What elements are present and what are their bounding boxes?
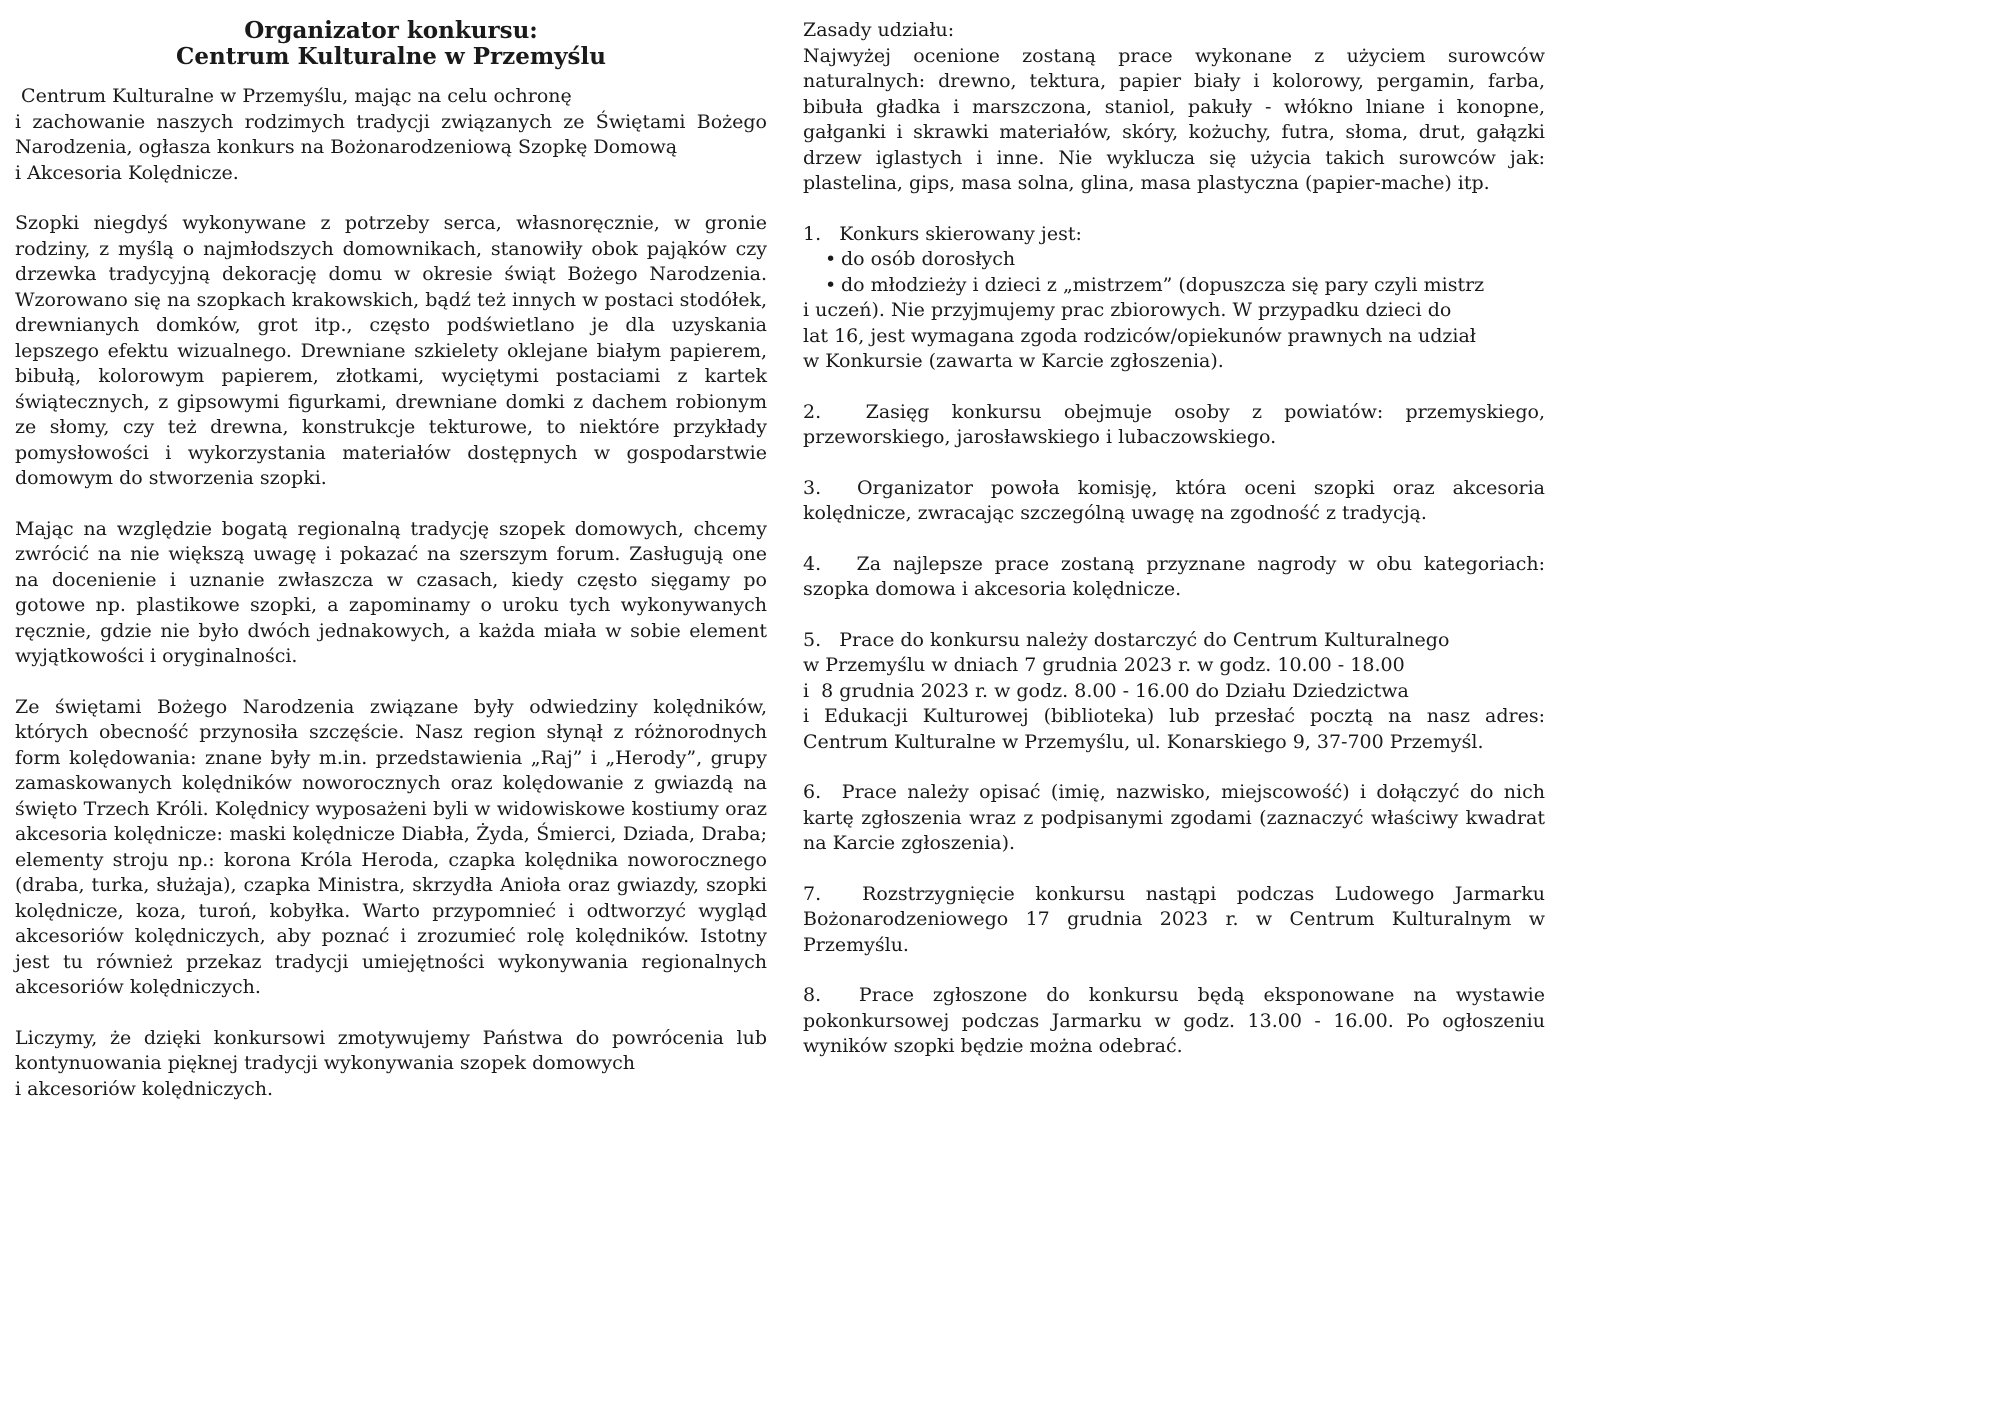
rule-item-1-heading: 1. Konkurs skierowany jest: (803, 222, 1082, 245)
rules-heading: Zasady udziału: (803, 19, 955, 41)
rule-item-1-line-3: i uczeń). Nie przyjmujemy prac zbiorowych. W przypadku dzieci do (803, 299, 1452, 321)
page-title (15, 18, 767, 70)
rule-item-2: 2. Zasięg konkursu obejmuje osoby z powiatów: przemyskiego, przeworskiego, jarosławskiego i lubaczowskiego. (803, 400, 1552, 448)
closing-line-1: Liczymy, że dzięki konkursowi zmotywujemy Państwa do powrócenia lub (15, 1026, 767, 1049)
intro-line-1: Centrum Kulturalne w Przemyślu, mając na celu ochronę (15, 85, 572, 107)
rules-text: Najwyżej ocenione zostaną prace wykonane z użyciem surowców naturalnych: drewno, tektura, papier biały i kolorowy, pergamin, farba, bibuła gładka i marszczona, staniol, pakuły - włókno lniane i konopne, gałganki i skrawki materiałów, skóry, kożuchy, futra, słoma, drut, gałązki drzew iglastych i inne. Nie wyklucza się użycia takich surowców jak: plastelina, gips, masa solna, glina, masa plastyczna (papier-mache) itp. (803, 44, 1545, 194)
closing-line-2: kontynuowania pięknej tradycji wykonywania szopek domowych (15, 1052, 636, 1074)
rule-item-5 (803, 628, 1545, 756)
rule-item-7: 7. Rozstrzygnięcie konkursu nastąpi podczas Ludowego Jarmarku Bożonarodzeniowego 17 grudnia 2023 r. w Centrum Kulturalnym w Przemyślu. (803, 882, 1552, 956)
rule-item-5-line-2: w Przemyślu w dniach 7 grudnia 2023 r. w godz. 10.00 - 18.00 (803, 654, 1405, 676)
rule-item-6: 6. Prace należy opisać (imię, nazwisko, miejscowość) i dołączyć do nich kartę zgłoszenia wraz z podpisanymi zgodami (zaznaczyć właściwy kwadrat na Karcie zgłoszenia). (803, 781, 1552, 854)
regional-tradition-paragraph: Mając na względzie bogatą regionalną tradycję szopek domowych, chcemy zwrócić na nie większą uwagę i pokazać na szerszym forum. Zasługują one na docenienie i uznanie zwłaszcza w czasach, kiedy często sięgamy po gotowe np. plastikowe szopki, a zapominamy o uroku tych wykonywanych ręcznie, gdzie nie było dwóch jednakowych, a każda miała w sobie element wyjątkowości i oryginalności. (15, 517, 767, 667)
right-column (803, 18, 1552, 1085)
rule-item-5-line-3: i 8 grudnia 2023 r. w godz. 8.00 - 16.00 do Działu Dziedzictwa (803, 679, 1409, 702)
bullet-adults: • do osób dorosłych (825, 247, 1545, 273)
rules-section (803, 18, 1545, 197)
closing-paragraph (15, 1026, 767, 1103)
koledniki-paragraph: Ze świętami Bożego Narodzenia związane były odwiedziny kolędników, których obecność przynosiła szczęście. Nasz region słynął z różnorodnych form kolędowania: znane były m.in. przedstawienia „Raj” i „Herody”, grupy zamaskowanych kolędników noworocznych oraz kolędowanie z gwiazdą na święto Trzech Króli. Kolędnicy wyposażeni byli w widowiskowe kostiumy oraz akcesoria kolędnicze: maski kolędnicze Diabła, Żyda, Śmierci, Dziada, Draba; elementy stroju np.: korona Króla Heroda, czapka kolędnika noworocznego (draba, turka, służaja), czapka Ministra, skrzydła Anioła oraz gwiazdy, szopki kolędnicze, koza, turoń, kobyłka. Warto przypomnieć i odtworzyć wygląd akcesoriów kolędniczych, aby poznać i zrozumieć rolę kolędników. Istotny jest tu również przekaz tradycji umiejętności wykonywania regionalnych akcesoriów kolędniczych. (15, 695, 767, 998)
title-line-1: Organizator konkursu: (244, 17, 538, 44)
title-line-2: Centrum Kulturalne w Przemyślu (176, 43, 606, 70)
rule-item-3: 3. Organizator powoła komisję, która oceni szopki oraz akcesoria kolędnicze, zwracając szczególną uwagę na zgodność z tradycją. (803, 476, 1552, 524)
rule-item-1 (803, 222, 1545, 375)
szopki-history-paragraph: Szopki niegdyś wykonywane z potrzeby serca, własnoręcznie, w gronie rodziny, z myślą o najmłodszych domownikach, stanowiły obok pająków czy drzewka tradycyjną dekorację domu w okresie świąt Bożego Narodzenia. Wzorowano się na szopkach krakowskich, bądź też innych w postaci stodółek, drewnianych domków, grot itp., często podświetlano je dla uzyskania lepszego efektu wizualnego. Drewniane szkielety oklejane białym papierem, bibułą, kolorowym papierem, złotkami, wyciętymi postaciami z kartek świątecznych, z gipsowymi figurkami, drewniane domki z dachem robionym ze słomy, czy też drewna, konstrukcje tekturowe, to niektóre przykłady pomysłowości i wykorzystania materiałów dostępnych w gospodarstwie domowym do stworzenia szopki. (15, 212, 767, 489)
rule-item-5-rest: i Edukacji Kulturowej (biblioteka) lub przesłać pocztą na nasz adres: Centrum Kulturalne w Przemyślu, ul. Konarskiego 9, 37-700 Przemyśl. (803, 705, 1545, 753)
rule-item-4: 4. Za najlepsze prace zostaną przyznane nagrody w obu kategoriach: szopka domowa i akcesoria kolędnicze. (803, 552, 1552, 600)
rule-item-1-bullets (803, 247, 1545, 298)
left-column (15, 18, 767, 1127)
intro-line-3: Narodzenia, ogłasza konkurs na Bożonarodzeniową Szopkę Domową (15, 136, 678, 158)
intro-line-2: i zachowanie naszych rodzimych tradycji związanych ze Świętami Bożego (15, 110, 767, 133)
rule-item-1-line-5: w Konkursie (zawarta w Karcie zgłoszenia). (803, 350, 1224, 372)
rule-item-5-line-1: 5. Prace do konkursu należy dostarczyć do Centrum Kulturalnego (803, 628, 1450, 651)
rule-item-1-line-4: lat 16, jest wymagana zgoda rodziców/opiekunów prawnych na udział (803, 324, 1476, 347)
intro-line-4: i Akcesoria Kolędnicze. (15, 161, 239, 184)
bullet-youth: • do młodzieży i dzieci z „mistrzem” (dopuszcza się pary czyli mistrz (825, 273, 1545, 299)
closing-line-3: i akcesoriów kolędniczych. (15, 1077, 273, 1100)
rule-item-8: 8. Prace zgłoszone do konkursu będą eksponowane na wystawie pokonkursowej podczas Jarmarku w godz. 13.00 - 16.00. Po ogłoszeniu wyników szopki będzie można odebrać. (803, 984, 1552, 1057)
intro-paragraph (15, 84, 767, 186)
